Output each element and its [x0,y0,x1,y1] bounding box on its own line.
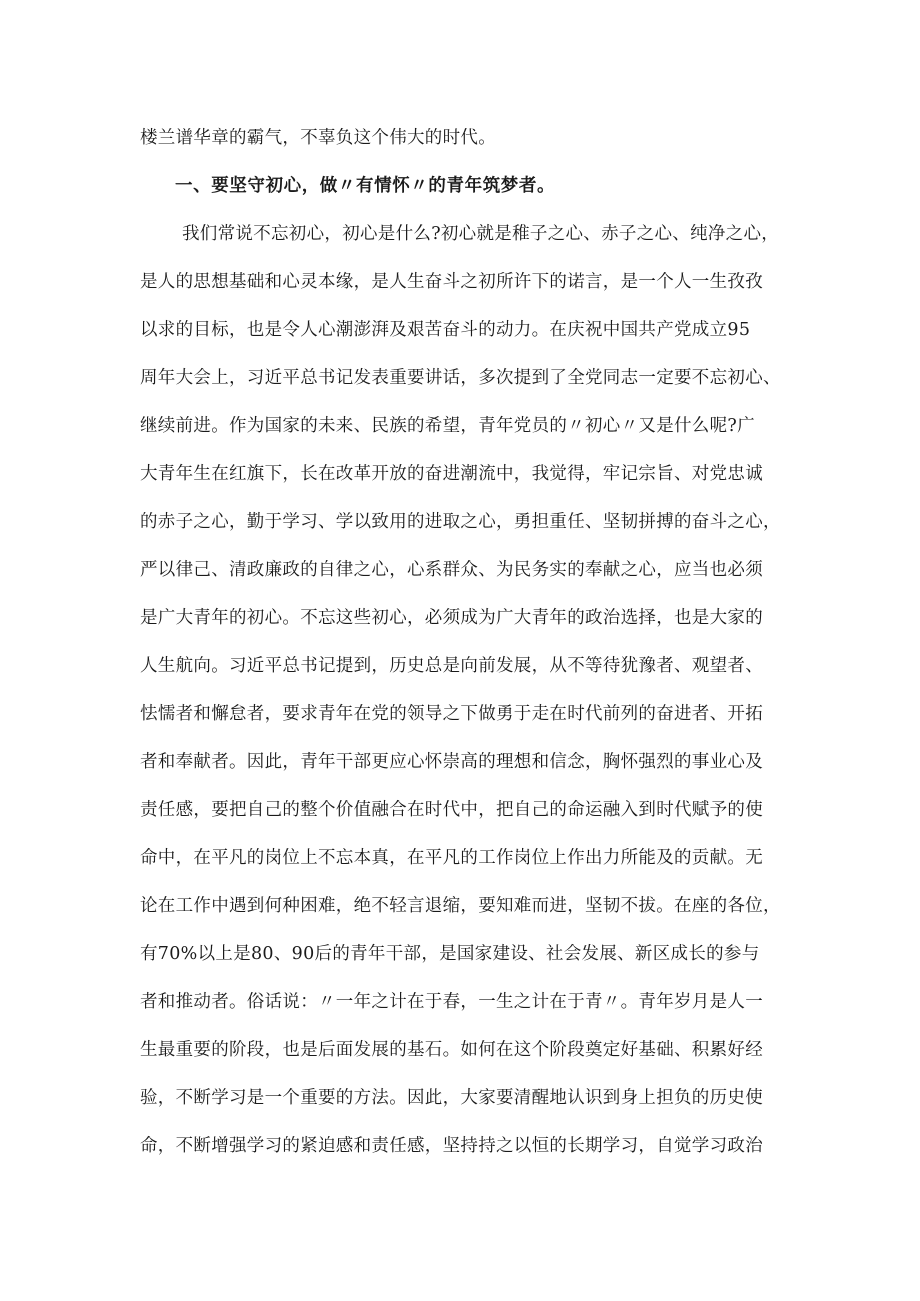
paragraph-line: 大青年生在红旗下，长在改革开放的奋进潮流中，我觉得，牢记宗旨、对党忠诚 [140,464,763,484]
intro-line: 楼兰谱华章的霸气，不辜负这个伟大的时代。 [140,128,496,148]
paragraph-line: 怯懦者和懈怠者，要求青年在党的领导之下做勇于走在时代前列的奋进者、开拓 [140,704,763,724]
paragraph-line: 继续前进。作为国家的未来、民族的希望，青年党员的〃初心〃又是什么呢?广 [140,416,755,436]
paragraph-line: 以求的目标，也是令人心潮澎湃及艰苦奋斗的动力。在庆祝中国共产党成立95 [140,320,751,340]
paragraph-line: 周年大会上，习近平总书记发表重要讲话，多次提到了全党同志一定要不忘初心、 [140,368,781,388]
paragraph-line: 命，不断增强学习的紧迫感和责任感，坚持持之以恒的长期学习，自觉学习政治 [140,1136,763,1156]
paragraph-line: 的赤子之心，勤于学习、学以致用的进取之心，勇担重任、坚韧拼搏的奋斗之心， [140,512,781,532]
paragraph-line: 者和推动者。俗话说：〃一年之计在于春，一生之计在于青〃。青年岁月是人一 [140,992,763,1012]
paragraph-line: 命中，在平凡的岗位上不忘本真，在平凡的工作岗位上作出力所能及的贡献。无 [140,848,763,868]
paragraph-line: 是广大青年的初心。不忘这些初心，必须成为广大青年的政治选择，也是大家的 [140,608,763,628]
paragraph-line: 严以律己、清政廉政的自律之心，心系群众、为民务实的奉献之心，应当也必须 [140,560,763,580]
paragraph-line: 生最重要的阶段，也是后面发展的基石。如何在这个阶段奠定好基础、积累好经 [140,1040,763,1060]
paragraph-line: 人生航向。习近平总书记提到，历史总是向前发展，从不等待犹豫者、观望者、 [140,656,763,676]
paragraph-line: 者和奉献者。因此，青年干部更应心怀崇高的理想和信念，胸怀强烈的事业心及 [140,752,763,772]
paragraph-line: 责任感，要把自己的整个价值融合在时代中，把自己的命运融入到时代赋予的使 [140,800,763,820]
paragraph-line: 有70%以上是80、90后的青年干部，是国家建设、社会发展、新区成长的参与 [140,944,760,964]
paragraph-line: 我们常说不忘初心，初心是什么?初心就是稚子之心、赤子之心、纯净之心， [182,224,780,244]
paragraph-line: 论在工作中遇到何种困难，绝不轻言退缩，要知难而进，坚韧不拔。在座的各位， [140,896,781,916]
paragraph-line: 是人的思想基础和心灵本缘，是人生奋斗之初所许下的诺言，是一个人一生孜孜 [140,272,763,292]
paragraph-line: 验，不断学习是一个重要的方法。因此，大家要清醒地认识到身上担负的历史使 [140,1088,763,1108]
section-heading: 一、要坚守初心，做〃有情怀〃的青年筑梦者。 [175,176,556,196]
